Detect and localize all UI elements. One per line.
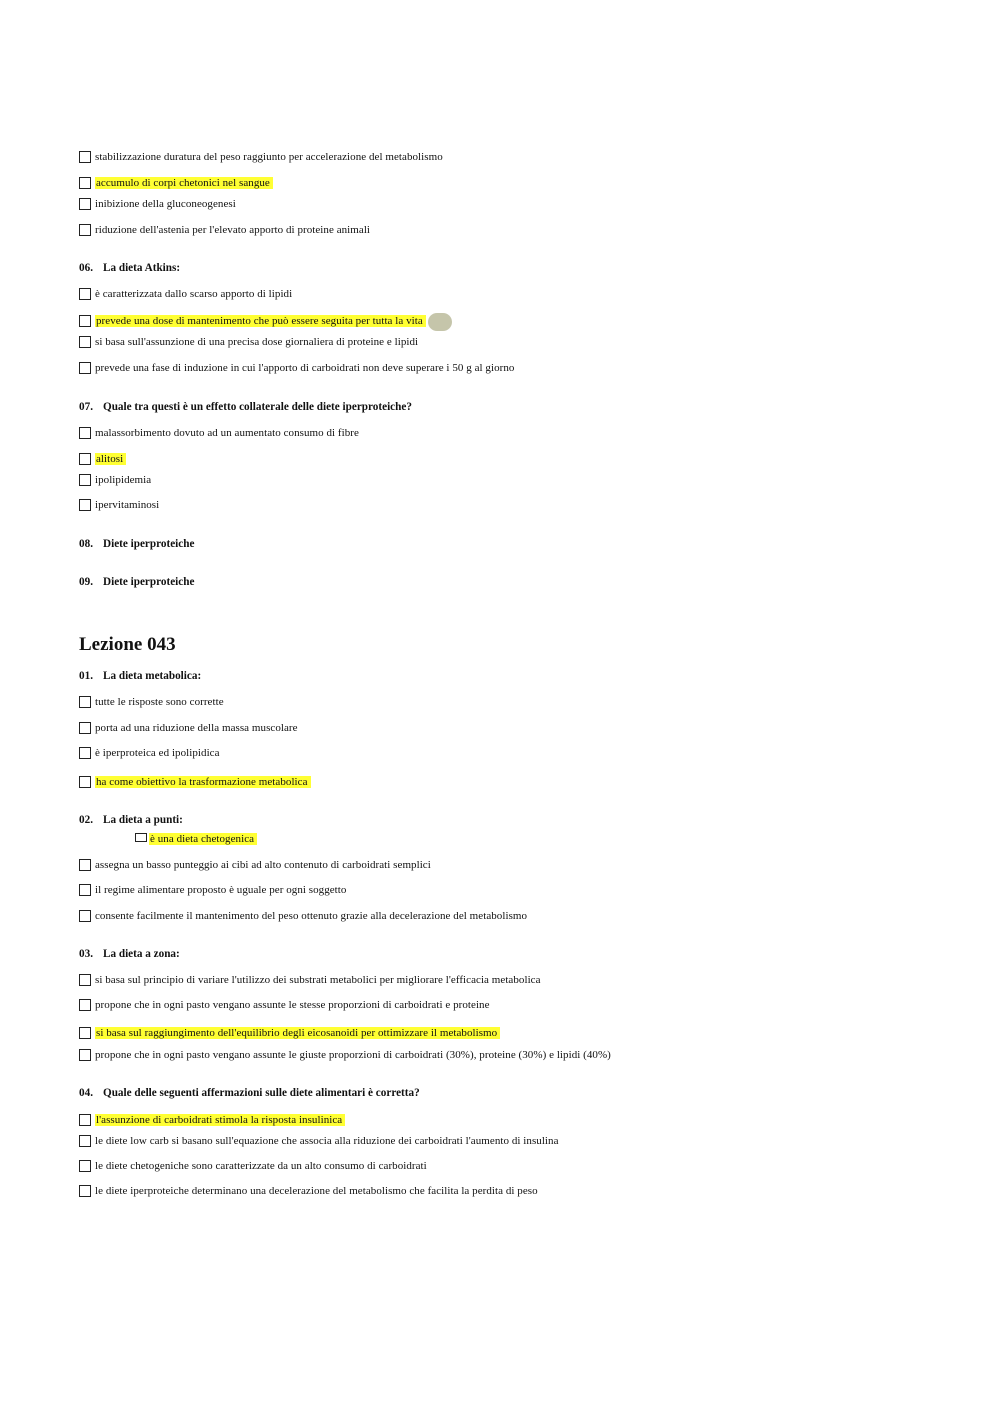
question-heading [79,576,194,588]
answer-option[interactable] [79,1181,538,1201]
question-heading [79,1087,420,1099]
checkbox[interactable] [79,859,91,871]
checkbox[interactable] [79,1135,91,1147]
answer-option[interactable] [79,194,236,214]
question-number: 08. [79,538,93,550]
question-number: 06. [79,262,93,274]
answer-text: prevede una fase di induzione in cui l'apporto di carboidrati non deve superare i 50 g al giorno [95,362,515,374]
checkbox[interactable] [79,453,91,465]
answer-option[interactable] [79,1156,427,1176]
answer-text: propone che in ogni pasto vengano assunte le stesse proporzioni di carboidrati e proteine [95,999,490,1011]
question-title: La dieta a punti: [103,814,183,826]
checkbox[interactable] [79,474,91,486]
answer-text: è caratterizzata dallo scarso apporto di lipidi [95,288,293,300]
answer-text: si basa sul raggiungimento dell'equilibrio degli eicosanoidi per ottimizzare il metabolismo [95,1027,500,1039]
answer-text: assegna un basso punteggio ai cibi ad alto contenuto di carboidrati semplici [95,859,431,871]
question-heading [79,538,194,550]
question-title: Diete iperproteiche [103,538,195,550]
question-heading [79,670,201,682]
checkbox[interactable] [79,177,91,189]
question-heading [79,262,180,274]
checkbox[interactable] [79,722,91,734]
answer-text: ha come obiettivo la trasformazione metabolica [95,776,311,788]
checkbox[interactable] [79,427,91,439]
answer-text: l'assunzione di carboidrati stimola la risposta insulinica [95,1114,345,1126]
answer-text: consente facilmente il mantenimento del peso ottenuto grazie alla decelerazione del metabolismo [95,910,528,922]
answer-option[interactable] [79,906,527,926]
answer-option-highlighted[interactable] [79,449,126,469]
answer-option-highlighted[interactable] [79,311,426,331]
checkbox[interactable] [79,336,91,348]
checkbox[interactable] [79,1160,91,1172]
answer-option[interactable] [79,358,514,378]
answer-text: il regime alimentare proposto è uguale per ogni soggetto [95,884,347,896]
question-number: 07. [79,401,93,413]
question-number: 09. [79,576,93,588]
checkbox[interactable] [79,776,91,788]
answer-option[interactable] [79,692,224,712]
question-title: Quale tra questi è un effetto collaterale delle diete iperproteiche? [103,401,412,413]
answer-option-highlighted[interactable] [79,1023,500,1043]
answer-option[interactable] [79,995,490,1015]
answer-option[interactable] [79,423,359,443]
question-number: 03. [79,948,93,960]
answer-text: stabilizzazione duratura del peso raggiunto per accelerazione del metabolismo [95,151,443,163]
answer-text: si basa sull'assunzione di una precisa dose giornaliera di proteine e lipidi [95,336,419,348]
question-number: 02. [79,814,93,826]
answer-text: riduzione dell'astenia per l'elevato apporto di proteine animali [95,224,371,236]
checkbox[interactable] [79,974,91,986]
answer-option-highlighted[interactable] [79,772,311,792]
question-heading [79,814,183,826]
answer-text: alitosi [95,453,126,465]
checkbox[interactable] [135,833,147,842]
checkbox[interactable] [79,1049,91,1061]
answer-option[interactable] [79,470,151,490]
question-title: Quale delle seguenti affermazioni sulle diete alimentari è corretta? [103,1087,420,1099]
answer-option[interactable] [79,880,346,900]
answer-option[interactable] [79,1045,611,1065]
checkbox[interactable] [79,747,91,759]
answer-option[interactable] [79,147,443,167]
answer-text: è iperproteica ed ipolipidica [95,747,220,759]
checkbox[interactable] [79,1185,91,1197]
answer-text: prevede una dose di mantenimento che può essere seguita per tutta la vita [95,315,426,327]
checkbox[interactable] [79,696,91,708]
answer-option[interactable] [79,1131,559,1151]
checkbox[interactable] [79,1114,91,1126]
answer-text: le diete iperproteiche determinano una decelerazione del metabolismo che facilita la perdita di peso [95,1185,538,1197]
checkbox[interactable] [79,288,91,300]
answer-text: inibizione della gluconeogenesi [95,198,236,210]
question-number: 01. [79,670,93,682]
answer-text: malassorbimento dovuto ad un aumentato consumo di fibre [95,427,359,439]
checkbox[interactable] [79,910,91,922]
checkbox[interactable] [79,999,91,1011]
answer-text: è una dieta chetogenica [149,833,257,845]
answer-text: si basa sul principio di variare l'utilizzo dei substrati metabolici per migliorare l'efficacia metabolica [95,974,541,986]
cursor-mark [428,313,452,331]
answer-text: ipolipidemia [95,474,152,486]
checkbox[interactable] [79,151,91,163]
answer-option-highlighted[interactable] [79,1110,345,1130]
answer-text: propone che in ogni pasto vengano assunte le giuste proporzioni di carboidrati (30%), proteine (30%) e lipidi (40%) [95,1049,611,1061]
question-heading [79,948,180,960]
answer-option[interactable] [79,332,418,352]
answer-option[interactable] [79,855,431,875]
answer-option[interactable] [79,718,298,738]
answer-option[interactable] [79,284,292,304]
checkbox[interactable] [79,198,91,210]
checkbox[interactable] [79,1027,91,1039]
answer-text: le diete chetogeniche sono caratterizzate da un alto consumo di carboidrati [95,1160,427,1172]
answer-option[interactable] [79,743,220,763]
answer-option-highlighted[interactable] [135,829,257,849]
answer-text: ipervitaminosi [95,499,160,511]
answer-option[interactable] [79,970,541,990]
answer-text: tutte le risposte sono corrette [95,696,224,708]
question-title: La dieta metabolica: [103,670,202,682]
answer-option-highlighted[interactable] [79,173,273,193]
answer-text: accumulo di corpi chetonici nel sangue [95,177,273,189]
question-title: Diete iperproteiche [103,576,195,588]
question-heading [79,401,412,413]
checkbox[interactable] [79,315,91,327]
answer-text: porta ad una riduzione della massa muscolare [95,722,298,734]
lesson-title: Lezione 043 [79,634,176,655]
checkbox[interactable] [79,884,91,896]
answer-text: le diete low carb si basano sull'equazione che associa alla riduzione dei carboidrati l'aumento di insulina [95,1135,559,1147]
checkbox[interactable] [79,362,91,374]
answer-option[interactable] [79,220,370,240]
checkbox[interactable] [79,499,91,511]
question-number: 04. [79,1087,93,1099]
question-title: La dieta a zona: [103,948,180,960]
answer-option[interactable] [79,495,159,515]
checkbox[interactable] [79,224,91,236]
question-title: La dieta Atkins: [103,262,181,274]
